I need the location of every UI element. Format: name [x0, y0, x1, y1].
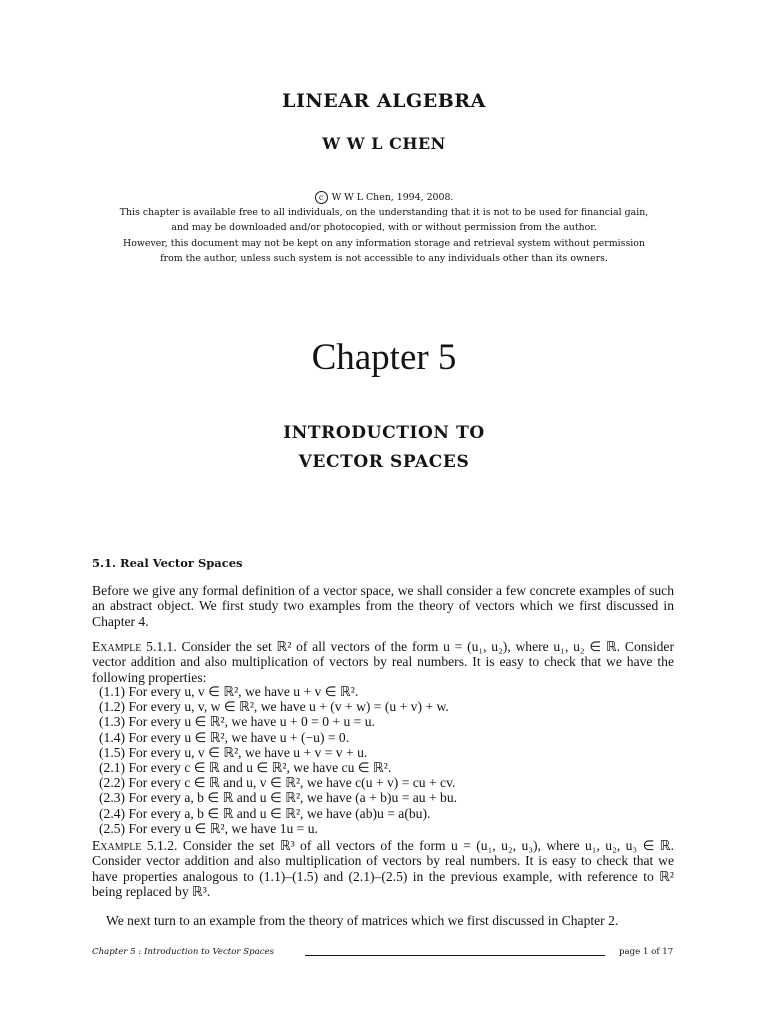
footer-page-number: page 1 of 17: [619, 947, 674, 957]
property-item: (2.3) For every a, b ∈ ℝ and u ∈ ℝ², we have (a + b)u = au + bu.: [99, 790, 458, 806]
property-list: [99, 684, 674, 836]
example-text: Consider the set ℝ³ of all vectors of the form u = (u₁, u₂, u₃), where u₁, u₂, u₃ ∈ ℝ. Consider vector addition and also multiplication of vectors by real numbers. It is easy to check that we have properties analogous to (1.1)–(1.5) and (2.1)–(2.5) in the previous example, with reference to ℝ² being replaced by ℝ³.: [92, 838, 674, 900]
license-line: However, this document may not be kept on any information storage and retrieval system without permission: [123, 237, 645, 249]
property-item: (2.2) For every c ∈ ℝ and u, v ∈ ℝ², we have c(u + v) = cu + cv.: [99, 775, 456, 791]
copyright-text: W W L Chen, 1994, 2008.: [331, 192, 454, 203]
copyright-block: [0, 190, 768, 266]
example-label: Example 5.1.1.: [92, 639, 177, 654]
license-line: This chapter is available free to all individuals, on the understanding that it is not to be used for financial gain,: [119, 207, 649, 219]
closing-paragraph: We next turn to an example from the theory of matrices which we first discussed in Chapter 2.: [106, 913, 619, 928]
copyright-line: [0, 190, 768, 205]
footer-chapter-label: Chapter 5 : Introduction to Vector Spaces: [92, 947, 275, 957]
example-2-paragraph: [92, 838, 674, 900]
license-line: from the author, unless such system is not accessible to any individuals other than its owners.: [160, 252, 608, 264]
property-item: (1.3) For every u ∈ ℝ², we have u + 0 = 0 + u = u.: [99, 714, 375, 730]
property-item: (1.2) For every u, v, w ∈ ℝ², we have u + (v + w) = (u + v) + w.: [99, 699, 449, 715]
license-line: and may be downloaded and/or photocopied, with or without permission from the author.: [171, 222, 597, 234]
author-name: W W L CHEN: [322, 134, 446, 153]
chapter-heading: Chapter 5: [311, 337, 457, 378]
property-item: (2.4) For every a, b ∈ ℝ and u ∈ ℝ², we have (ab)u = a(bu).: [99, 805, 431, 821]
footer-rule: [305, 955, 605, 956]
property-item: (1.4) For every u ∈ ℝ², we have u + (−u) = 0.: [99, 729, 350, 745]
example-label: Example 5.1.2.: [92, 838, 178, 853]
chapter-title: [0, 419, 768, 477]
property-item: (1.5) For every u, v ∈ ℝ², we have u + v = v + u.: [99, 744, 368, 760]
property-item: (1.1) For every u, v ∈ ℝ², we have u + v ∈ ℝ².: [99, 684, 359, 699]
property-item: (2.1) For every c ∈ ℝ and u ∈ ℝ², we have cu ∈ ℝ².: [99, 760, 392, 776]
intro-paragraph: Before we give any formal definition of a vector space, we shall consider a few concrete examples of such an abstract object. We first study two examples from the theory of vectors which we first discussed in Chapter 4.: [92, 583, 674, 629]
chapter-title-line: VECTOR SPACES: [298, 452, 470, 472]
property-item: (2.5) For every u ∈ ℝ², we have 1u = u.: [99, 820, 318, 836]
example-text: Consider the set ℝ² of all vectors of the form u = (u₁, u₂), where u₁, u₂ ∈ ℝ. Consider vector addition and also multiplication of vectors by real numbers. It is easy to check that we have the following properties:: [92, 639, 674, 685]
section-heading: 5.1. Real Vector Spaces: [92, 556, 243, 570]
book-title: LINEAR ALGEBRA: [282, 90, 486, 112]
chapter-title-line: INTRODUCTION TO: [283, 423, 485, 443]
copyright-icon: c: [315, 191, 328, 204]
example-1-paragraph: [92, 639, 674, 685]
